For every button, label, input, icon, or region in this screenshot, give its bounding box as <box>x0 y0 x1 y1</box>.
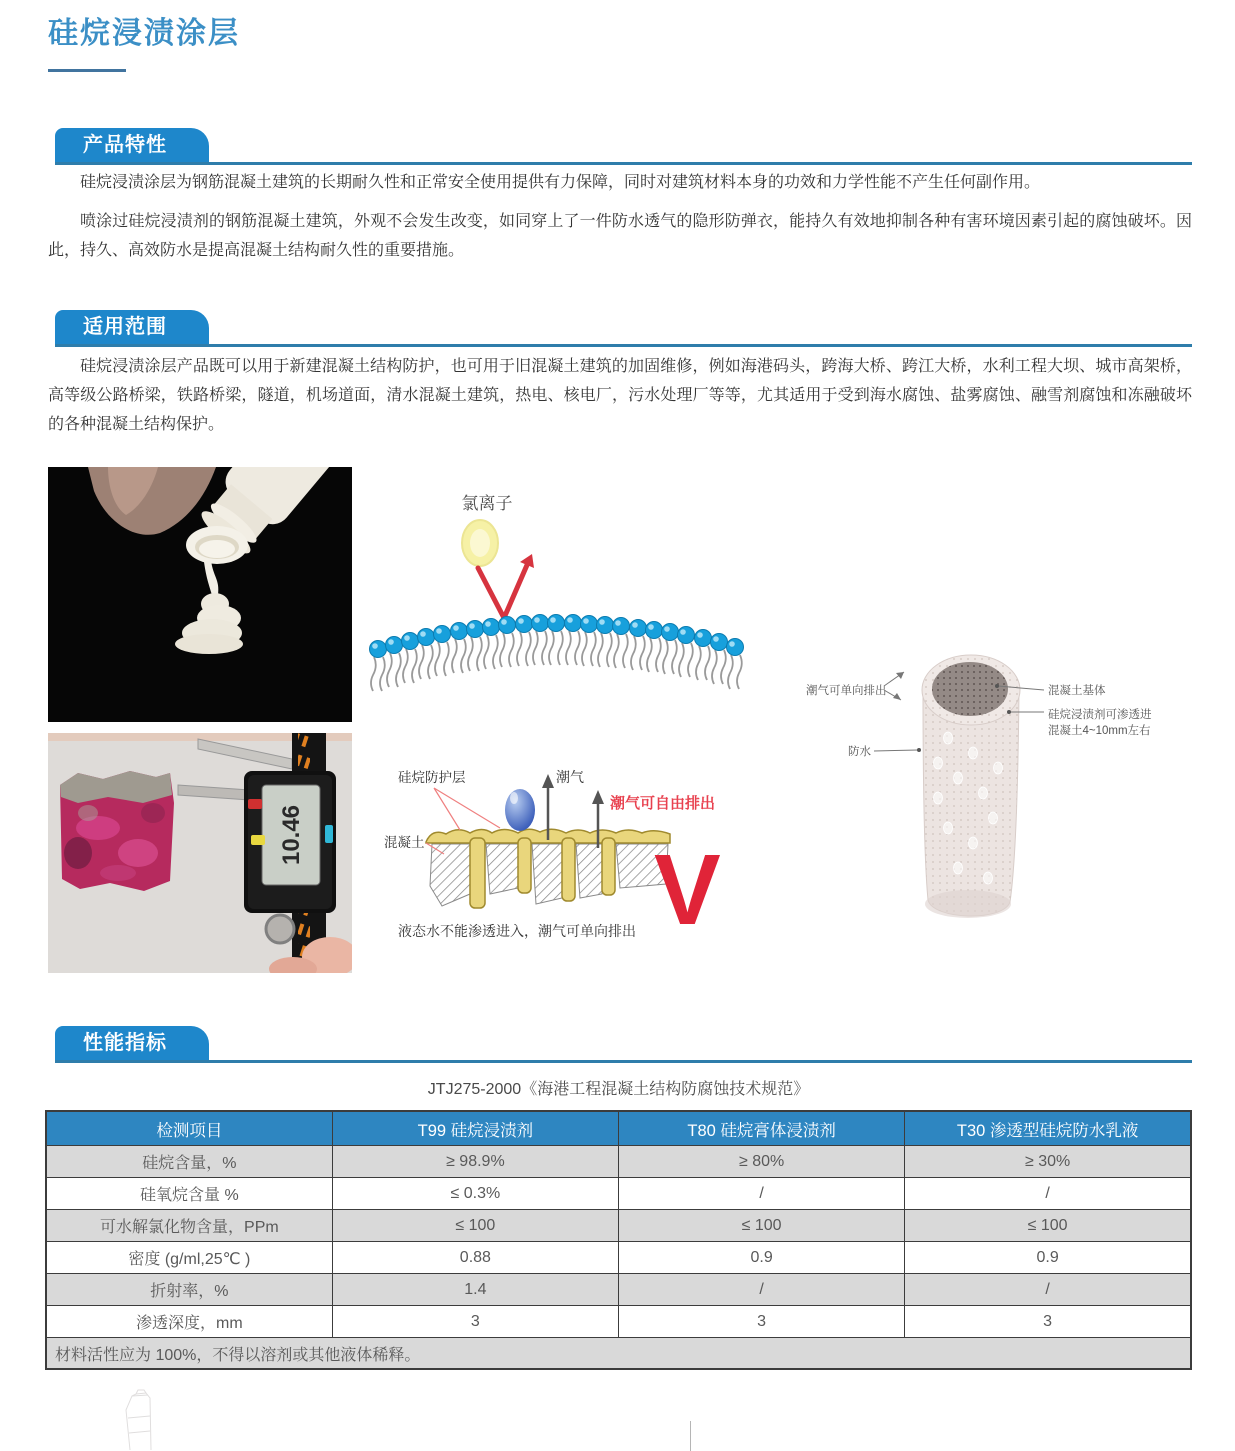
label-concrete: 混凝土 <box>384 835 425 850</box>
table-header-row <box>46 1111 1191 1146</box>
features-paragraph-1: 硅烷浸渍涂层为钢筋混凝土建筑的长期耐久性和正常安全使用提供有力保障，同时对建筑材料本身的功效和力学性能不产生任何副作用。 <box>80 174 1041 191</box>
table-row: 硅烷含量，% ≥ 98.9% ≥ 80% ≥ 30% <box>46 1146 1191 1178</box>
caliper-yellow-button <box>251 835 265 845</box>
red-check-v: V <box>654 834 721 946</box>
table-row: 可水解氯化物含量，PPm ≤ 100 ≤ 100 ≤ 100 <box>46 1210 1191 1242</box>
section-heading-scope: 适用范围 <box>55 310 209 344</box>
table-row: 折射率，% 1.4 / / <box>46 1274 1191 1306</box>
table-footnote: 材料活性应为 100%，不得以溶剂或其他液体稀释。 <box>46 1338 1191 1370</box>
concrete-blocks <box>430 844 668 906</box>
photo-caliper-measurement <box>48 733 352 973</box>
col-header-t30: T30 渗透型硅烷防水乳液 <box>905 1111 1191 1146</box>
table-caption: JTJ275-2000《海港工程混凝土结构防腐蚀技术规范》 <box>427 1081 810 1098</box>
diagram-chloride-repelled <box>368 473 773 713</box>
features-paragraphs <box>48 168 1192 275</box>
col-header-item: 检测项目 <box>46 1111 332 1146</box>
watermark-bottle-outline <box>116 1388 164 1451</box>
scope-paragraph-1: 硅烷浸渍涂层产品既可以用于新建混凝土结构防护，也可用于旧混凝土建筑的加固维修，例如海港码头，跨海大桥、跨江大桥，水利工程大坝、城市高架桥，高等级公路桥梁，铁路桥梁，隧道，机场道面，清水混凝土建筑，热电、核电厂，污水处理厂等等，尤其适用于受到海水腐蚀、盐雾腐蚀、融雪剂腐蚀和冻融破坏的各种混凝土结构保护。 <box>48 358 1192 433</box>
label-penetration-2: 混凝土4~10mm左右 <box>1048 725 1151 737</box>
col-header-t99: T99 硅烷浸渍剂 <box>332 1111 618 1146</box>
water-droplet <box>505 789 535 831</box>
features-paragraph-2: 喷涂过硅烷浸渍剂的钢筋混凝土建筑，外观不会发生改变，如同穿上了一件防水透气的隐形防弹衣，能持久有效地抑制各种有害环境因素引起的腐蚀破坏。因此，持久、高效防水是提高混凝土结构耐久性的重要措施。 <box>48 213 1192 259</box>
table-row: 硅氧烷含量 % ≤ 0.3% / / <box>46 1178 1191 1210</box>
lcd-reading: 10.46 <box>278 804 305 866</box>
section-divider <box>55 344 1192 347</box>
section-divider <box>55 162 1192 165</box>
diagram-silane-layer <box>370 746 770 979</box>
thumb-wheel <box>266 915 294 943</box>
table-row: 渗透深度，mm 3 3 3 <box>46 1306 1191 1338</box>
watermark-line <box>690 1421 691 1451</box>
section-heading-features: 产品特性 <box>55 128 209 162</box>
label-penetration-1: 硅烷浸渍剂可渗透进 <box>1048 709 1152 721</box>
section-heading-performance: 性能指标 <box>55 1026 209 1060</box>
cylinder-body <box>922 655 1020 918</box>
chloride-label: 氯离子 <box>461 494 513 513</box>
table-row: 密度 (g/ml,25℃ ) 0.88 0.9 0.9 <box>46 1242 1191 1274</box>
title-underline <box>48 69 126 72</box>
diagram-concrete-cylinder <box>798 628 1210 950</box>
label-free-escape: 潮气可自由排出 <box>610 795 716 812</box>
label-moisture: 潮气 <box>556 769 584 785</box>
molecule-row <box>370 615 744 692</box>
page-title: 硅烷浸渍涂层 <box>48 17 240 50</box>
section-divider <box>55 1060 1192 1063</box>
dyed-concrete-block <box>60 771 174 891</box>
scope-paragraphs <box>48 352 1192 449</box>
table-footer-row <box>46 1338 1191 1370</box>
caliper-blue-button <box>325 825 333 843</box>
bounce-arrow <box>478 565 527 618</box>
caliper-red-button <box>248 799 262 809</box>
col-header-t80: T80 硅烷膏体浸渍剂 <box>619 1111 905 1146</box>
label-concrete-matrix: 混凝土基体 <box>1048 685 1106 697</box>
label-waterproof: 防水 <box>848 746 871 758</box>
photo-silane-cream-pour <box>48 467 352 722</box>
performance-spec-table <box>45 1110 1192 1370</box>
label-bottom-note: 液态水不能渗透进入，潮气可单向排出 <box>398 923 636 939</box>
label-silane-layer: 硅烷防护层 <box>398 770 466 785</box>
label-moisture-oneway: 潮气可单向排出 <box>806 685 887 697</box>
